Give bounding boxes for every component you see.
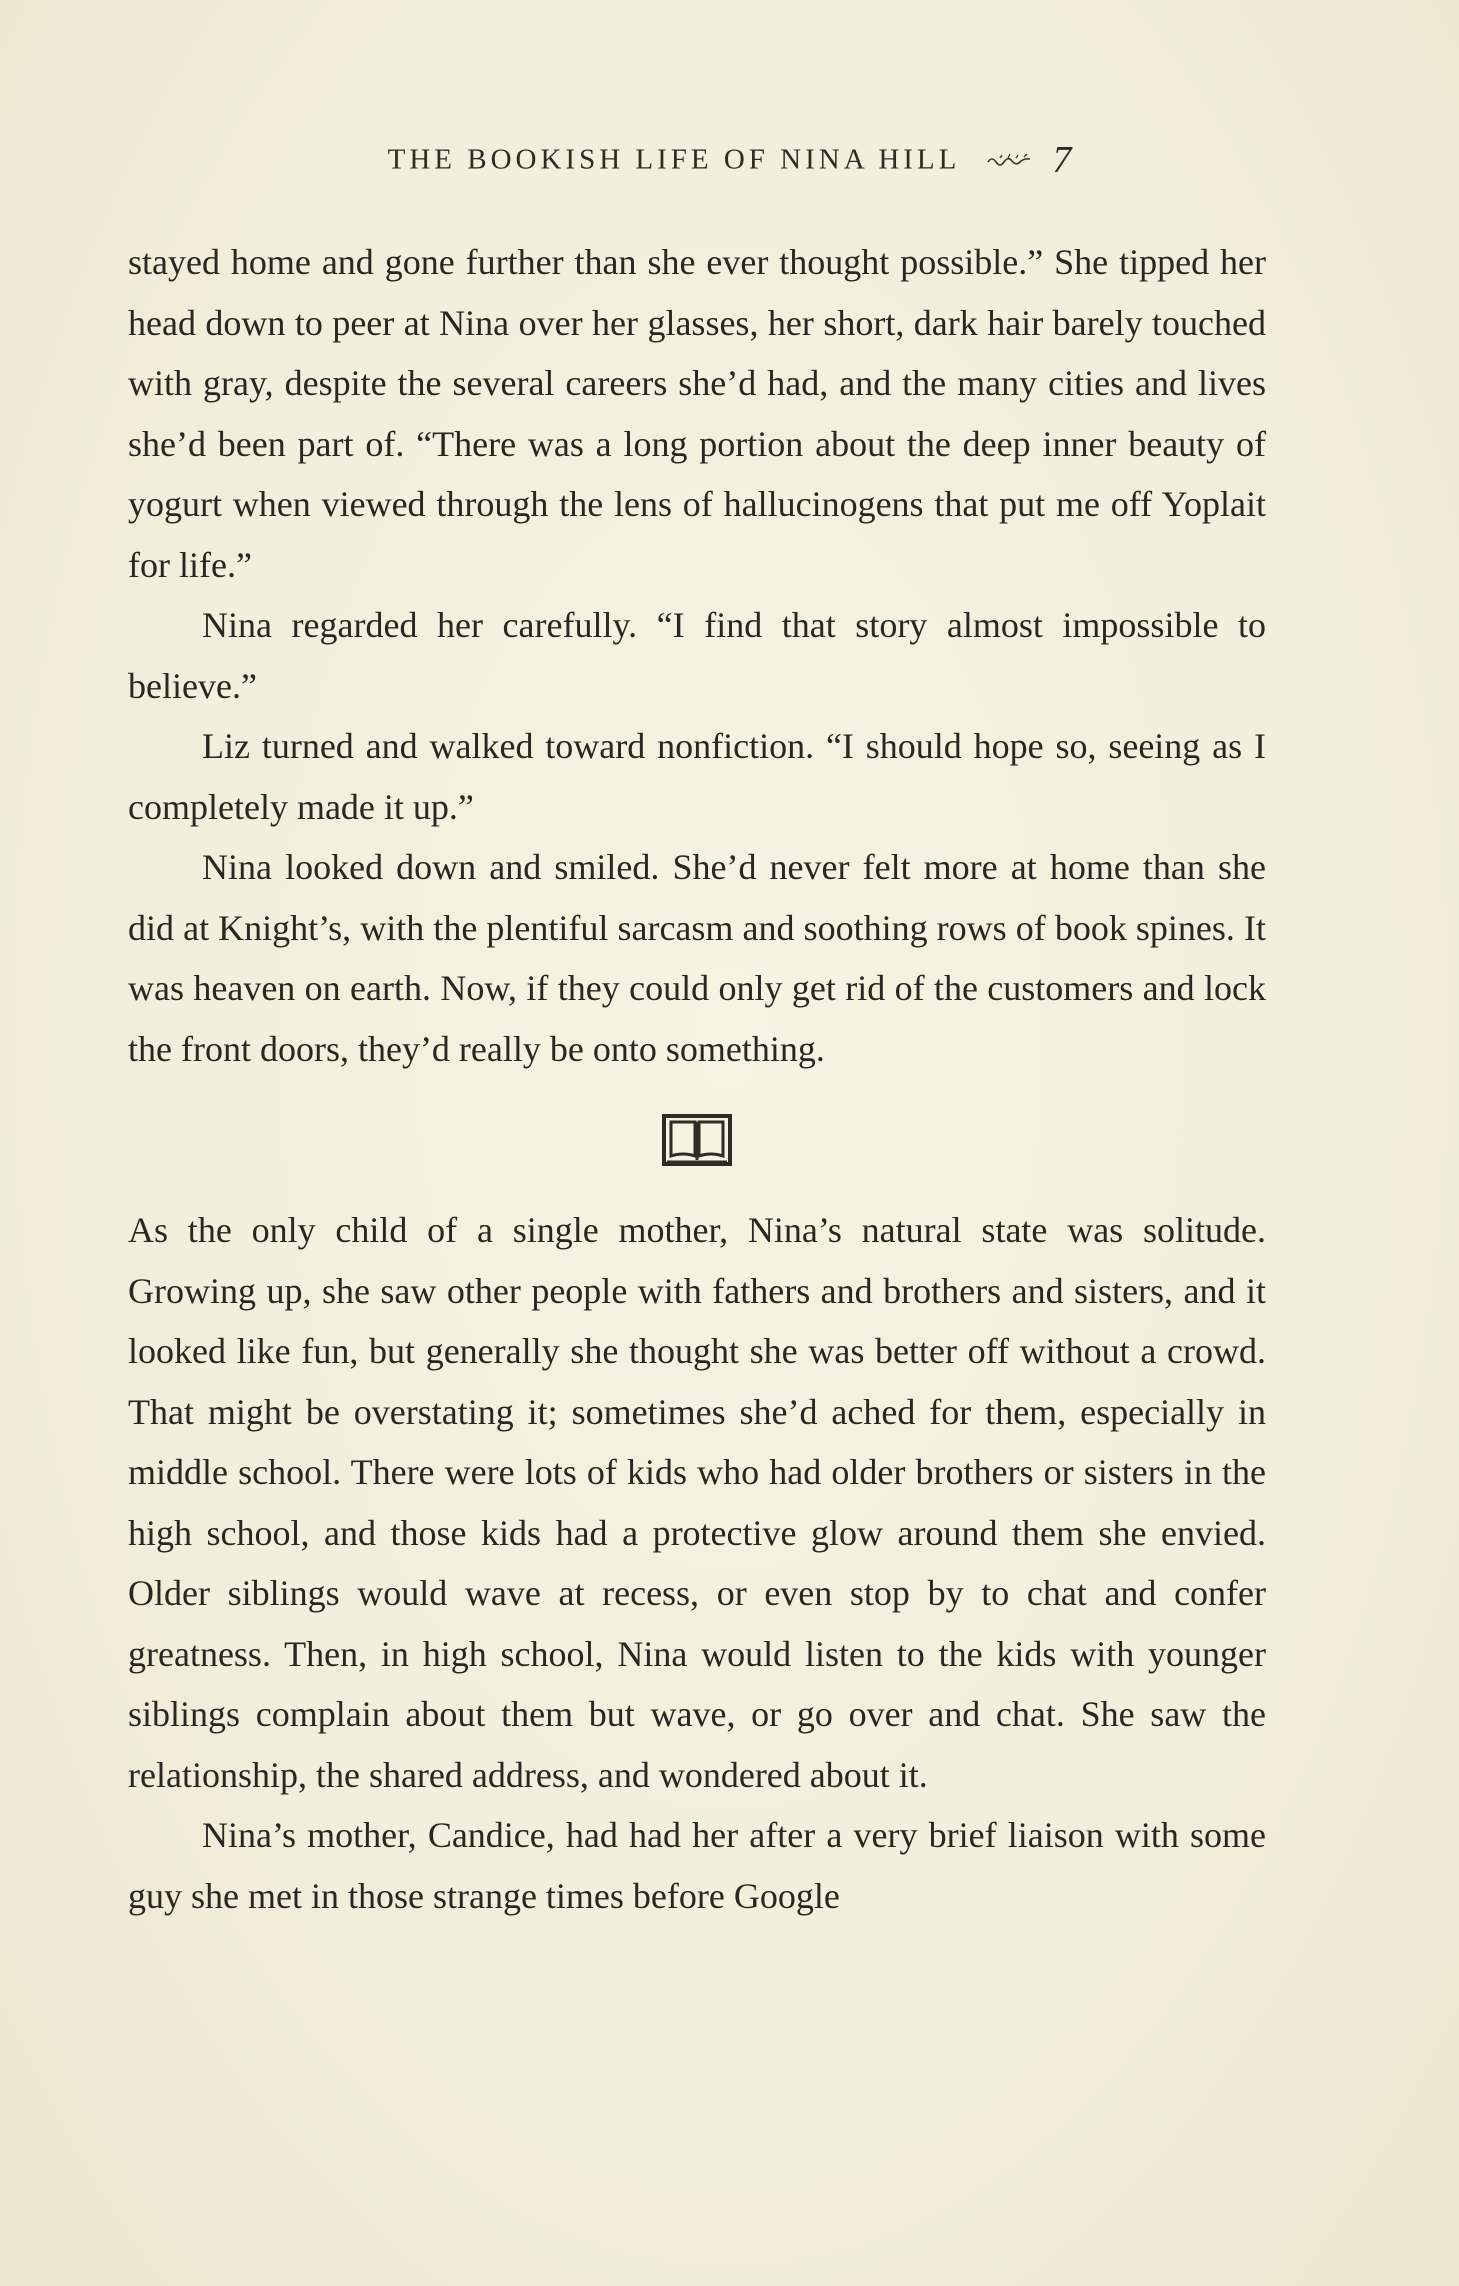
paragraph: Liz turned and walked toward nonfiction. “I should hope so, seeing as I completely made it up.” xyxy=(128,726,1266,827)
paragraph: Nina regarded her carefully. “I find that story almost impossible to believe.” xyxy=(128,605,1266,706)
paragraph: Nina looked down and smiled. She’d never felt more at home than she did at Knight’s, with the plentiful sarcasm and soothing rows of book spines. It was heaven on earth. Now, if they could only get rid of the customers and lock the front doors, they’d really be onto something. xyxy=(128,847,1266,1069)
paragraph: Nina’s mother, Candice, had had her after a very brief liaison with some guy she met in those strange times before Google xyxy=(128,1815,1266,1916)
paragraph: As the only child of a single mother, Nina’s natural state was solitude. Growing up, she saw other people with fathers and brothers and sisters, and it looked like fun, but generally she thought she was better off without a crowd. That might be overstating it; sometimes she’d ached for them, especially in middle school. There were lots of kids who had older brothers or sisters in the high school, and those kids had a protective glow around them she envied. Older siblings would wave at recess, or even stop by to chat and confer greatness. Then, in high school, Nina would listen to the kids with younger siblings complain about them but wave, or go over and chat. She saw the relationship, the shared address, and wondered about it. xyxy=(128,1210,1266,1795)
decorative-flourish-icon xyxy=(986,153,1032,167)
section-break xyxy=(128,1079,1266,1200)
open-book-icon xyxy=(661,1112,733,1168)
running-head xyxy=(0,138,1459,182)
body-text xyxy=(128,232,1266,1926)
paragraph: stayed home and gone further than she ever thought possible.” She tipped her head down to peer at Nina over her glasses, her short, dark hair barely touched with gray, despite the several careers she’d had, and the many cities and lives she’d been part of. “There was a long portion about the deep inner beauty of yogurt when viewed through the lens of hallucinogens that put me off Yoplait for life.” xyxy=(128,242,1266,585)
page-number: 7 xyxy=(1052,139,1072,181)
running-title: THE BOOKISH LIFE OF NINA HILL xyxy=(387,143,961,176)
